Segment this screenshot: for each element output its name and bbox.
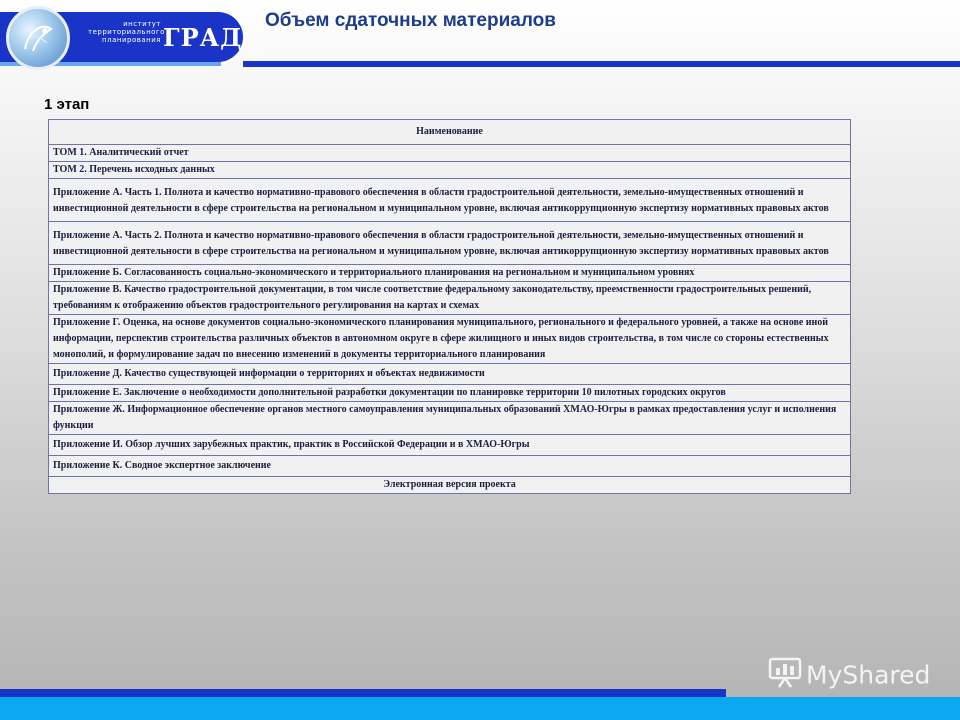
materials-table xyxy=(48,119,851,494)
table-row xyxy=(49,435,851,456)
stage-heading: 1 этап xyxy=(44,96,90,113)
table-row xyxy=(49,282,851,315)
table-cell: Приложение Б. Согласованность социально-экономического и территориального планирования на региональном и муниципальном уровнях xyxy=(49,265,851,282)
electronic-version-cell: Электронная версия проекта xyxy=(49,477,851,494)
table-row xyxy=(49,265,851,282)
column-header: Наименование xyxy=(49,120,851,145)
table-row xyxy=(49,315,851,364)
institute-line: институт xyxy=(123,20,161,28)
brand-name: ГРАД xyxy=(163,23,243,52)
table-footer-row xyxy=(49,477,851,494)
institute-line: планирования xyxy=(102,36,161,44)
header-divider xyxy=(243,61,960,67)
table-row xyxy=(49,145,851,162)
table-cell: Приложение В. Качество градостроительной документации, в том числе соответствие федеральному законодательству, преемственности градостроительных решений, требованиям к отображению объектов градостроительного регулирования на картах и схемах xyxy=(49,282,851,315)
footer-band-dark xyxy=(0,689,726,697)
table-row xyxy=(49,162,851,179)
institute-name xyxy=(88,20,165,44)
table-row xyxy=(49,456,851,477)
table-cell: Приложение А. Часть 2. Полнота и качество нормативно-правового обеспечения в области градостроительной деятельности, земельно-имущественных отношений и инвестиционной деятельности в сфере строительства на региональном и муниципальном уровне, включая антикоррупционную экспертизу нормативных правовых актов xyxy=(49,222,851,265)
watermark xyxy=(768,656,930,694)
footer-band-light xyxy=(0,697,960,720)
institute-line: территориального xyxy=(88,28,165,36)
table-cell: Приложение Ж. Информационное обеспечение органов местного самоуправления муниципальных образований ХМАО-Югры в рамках предоставления услуг и исполнения функции xyxy=(49,402,851,435)
table-cell: Приложение А. Часть 1. Полнота и качество нормативно-правового обеспечения в области градостроительной деятельности, земельно-имущественных отношений и инвестиционной деятельности в сфере строительства на региональном и муниципальном уровне, включая антикоррупционную экспертизу нормативных правовых актов xyxy=(49,179,851,222)
table-row xyxy=(49,385,851,402)
table-cell: Приложение Е. Заключение о необходимости дополнительной разработки документации по планировке территории 10 пилотных городских округов xyxy=(49,385,851,402)
presentation-icon xyxy=(768,656,802,694)
watermark-text: MyShared xyxy=(806,660,931,690)
table-row xyxy=(49,179,851,222)
table-cell: ТОМ 1. Аналитический отчет xyxy=(49,145,851,162)
table-row xyxy=(49,364,851,385)
table-header-row xyxy=(49,120,851,145)
table-cell: Приложение И. Обзор лучших зарубежных практик, практик в Российской Федерации и в ХМАО-Югры xyxy=(49,435,851,456)
table-cell: Приложение Г. Оценка, на основе документов социально-экономического планирования муниципального, регионального и федерального уровней, а также на основе иной информации, перспектив строительства различных объектов в автономном округе в сфере жилищного и иных видов строительства, в том числе со стороны естественных монополий, и формулирование задач по внесению изменений в документы территориального планирования xyxy=(49,315,851,364)
table-row xyxy=(49,222,851,265)
table-row xyxy=(49,402,851,435)
table-cell: Приложение К. Сводное экспертное заключение xyxy=(49,456,851,477)
page-title: Объем сдаточных материалов xyxy=(265,10,556,31)
table-cell: Приложение Д. Качество существующей информации о территориях и объектах недвижимости xyxy=(49,364,851,385)
table-cell: ТОМ 2. Перечень исходных данных xyxy=(49,162,851,179)
institute-logo-icon xyxy=(6,6,70,70)
